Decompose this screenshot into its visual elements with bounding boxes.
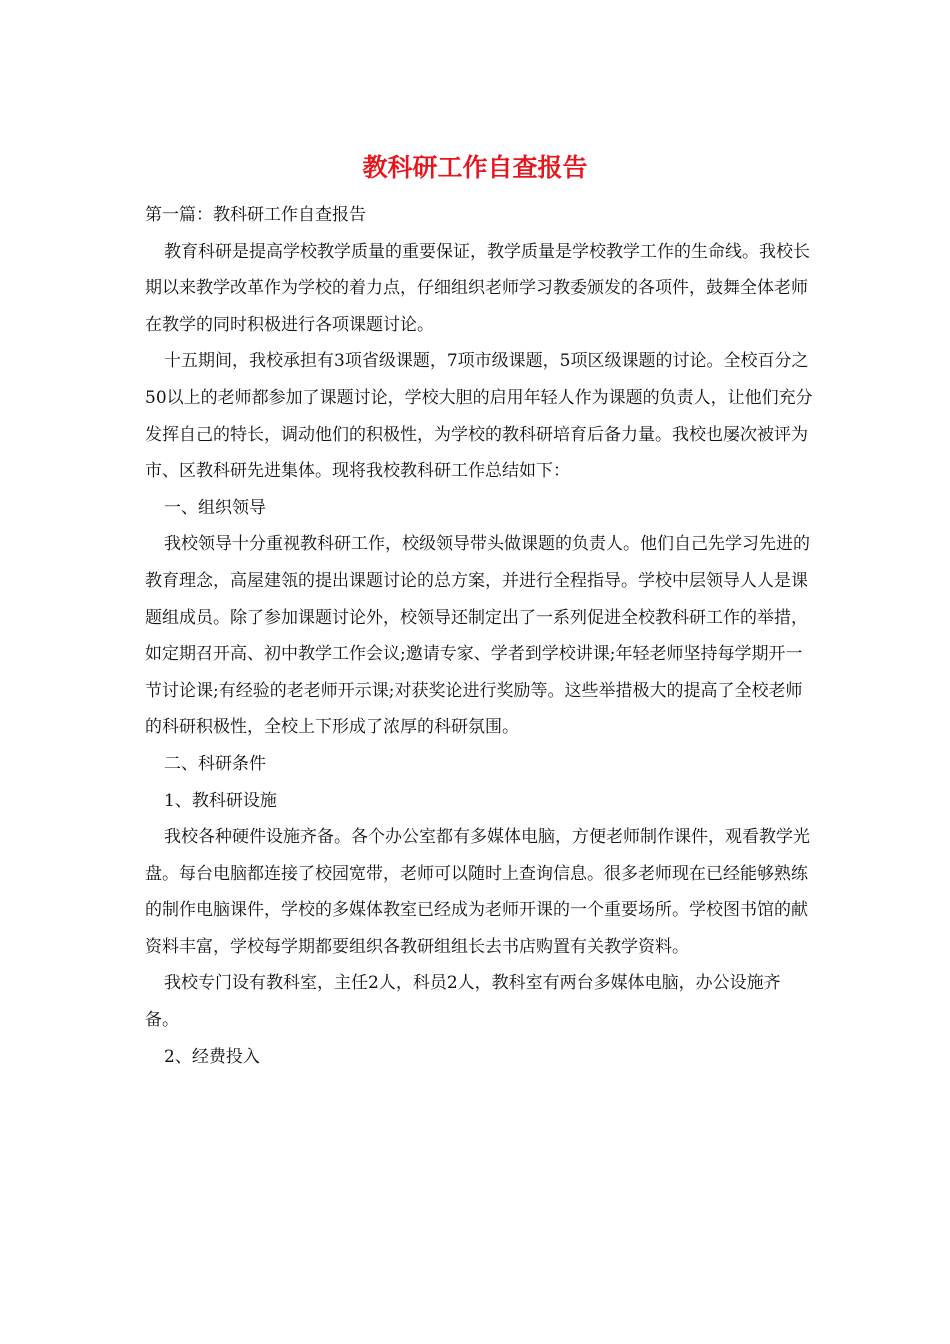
paragraph-intro: 教育科研是提高学校教学质量的重要保证，教学质量是学校教学工作的生命线。我校长期以来教学改革作为学校的着力点，仔细组织老师学习教委颁发的各项件，鼓舞全体老师在教学的同时积极进行各项课题讨论。: [145, 241, 810, 335]
subheading-facilities: 1、教科研设施: [164, 790, 277, 811]
paragraph-projects: 十五期间，我校承担有3项省级课题，7项市级课题，5项区级课题的讨论。全校百分之50以上的老师都参加了课题讨论，学校大胆的启用年轻人作为课题的负责人，让他们充分发挥自己的特长，调动他们的积极性，为学校的教科研培育后备力量。我校也屡次被评为市、区教科研先进集体。现将我校教科研工作总结如下：: [145, 351, 813, 482]
document-title: 教科研工作自查报告: [362, 153, 588, 182]
paragraph-office: 我校专门设有教科室，主任2人，科员2人，教科室有两台多媒体电脑，办公设施齐备。: [145, 973, 781, 1031]
section-subtitle: 第一篇：教科研工作自查报告: [145, 205, 366, 225]
paragraph-organization: 我校领导十分重视教科研工作，校级领导带头做课题的负责人。他们自己先学习先进的教育理念，高屋建瓴的提出课题讨论的总方案，并进行全程指导。学校中层领导人人是课题组成员。除了参加课题讨论外，校领导还制定出了一系列促进全校教科研工作的举措，如定期召开高、初中教学工作会议;邀请专家、学者到学校讲课;年轻老师坚持每学期开一节讨论课;有经验的老老师开示课;对获奖论进行奖励等。这些举措极大的提高了全校老师的科研积极性，全校上下形成了浓厚的科研氛围。: [145, 534, 810, 738]
paragraph-facilities: 我校各种硬件设施齐备。各个办公室都有多媒体电脑，方便老师制作课件，观看教学光盘。每台电脑都连接了校园宽带，老师可以随时上查询信息。很多老师现在已经能够熟练的制作电脑课件，学校的多媒体教室已经成为老师开课的一个重要场所。学校图书馆的献资料丰富，学校每学期都要组织各教研组组长去书店购置有关教学资料。: [145, 827, 810, 957]
heading-conditions: 二、科研条件: [164, 753, 266, 774]
subheading-funding: 2、经费投入: [164, 1046, 260, 1067]
heading-organization: 一、组织领导: [164, 497, 266, 518]
document-body: [145, 197, 813, 1075]
